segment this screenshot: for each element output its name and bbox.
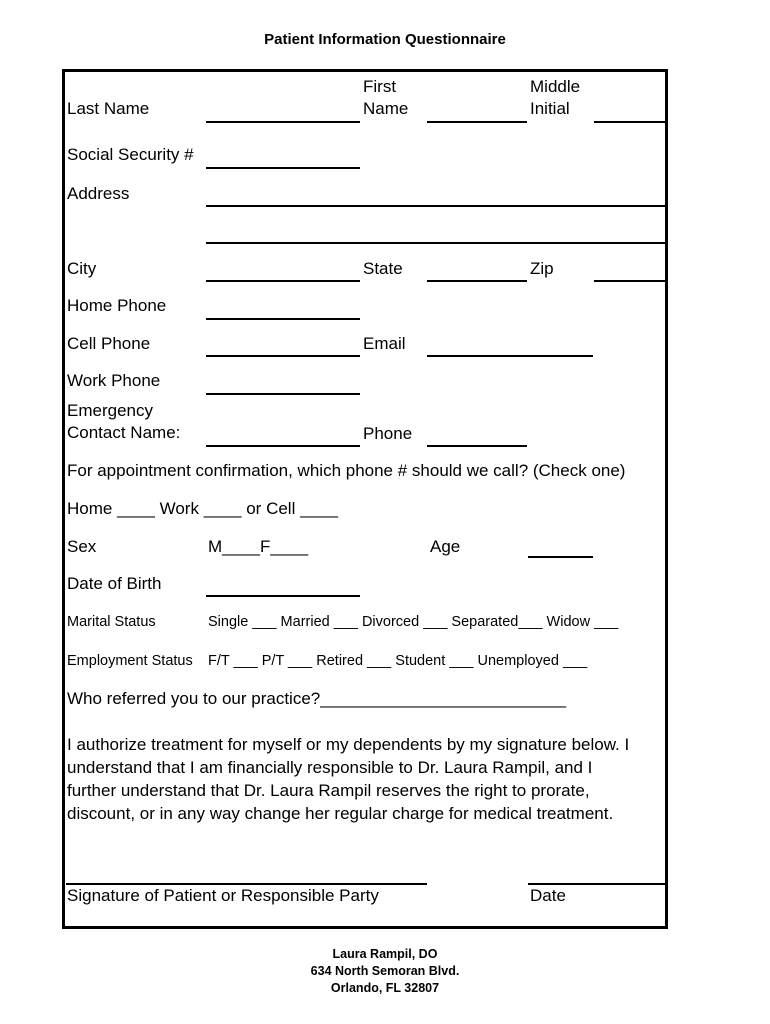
marital-status-options[interactable]: Single ___ Married ___ Divorced ___ Separated___ Widow ___ <box>208 614 619 630</box>
employment-status-label: Employment Status <box>67 653 193 669</box>
dob-label: Date of Birth <box>67 574 162 593</box>
emergency-phone-field[interactable] <box>427 445 527 447</box>
state-field[interactable] <box>427 280 527 282</box>
date-field[interactable] <box>528 883 665 885</box>
city-field[interactable] <box>206 280 360 282</box>
footer-street: 634 North Semoran Blvd. <box>310 964 460 978</box>
work-phone-label: Work Phone <box>67 371 161 390</box>
appointment-question: For appointment confirmation, which phone # should we call? (Check one) <box>67 461 626 480</box>
first-name-label-line1: First <box>363 77 397 96</box>
cell-phone-label: Cell Phone <box>67 334 151 353</box>
sex-options[interactable]: M____F____ <box>208 537 309 556</box>
zip-label: Zip <box>530 259 554 278</box>
home-phone-label: Home Phone <box>67 296 167 315</box>
ssn-label: Social Security # <box>67 145 194 164</box>
address-label: Address <box>67 184 130 203</box>
state-label: State <box>363 259 403 278</box>
last-name-field[interactable] <box>206 121 360 123</box>
sex-label: Sex <box>67 537 97 556</box>
referral-question[interactable]: Who referred you to our practice?__________________________ <box>67 689 567 708</box>
emergency-label-line1: Emergency <box>67 401 153 420</box>
zip-field[interactable] <box>594 280 665 282</box>
address-field-2[interactable] <box>206 242 665 244</box>
emergency-label-line2: Contact Name: <box>67 423 181 442</box>
page-title: Patient Information Questionnaire <box>264 31 506 48</box>
email-label: Email <box>363 334 406 353</box>
address-field-1[interactable] <box>206 205 665 207</box>
middle-initial-field[interactable] <box>594 121 665 123</box>
city-label: City <box>67 259 97 278</box>
work-phone-field[interactable] <box>206 393 360 395</box>
middle-initial-label-line2: Initial <box>530 99 570 118</box>
employment-status-options[interactable]: F/T ___ P/T ___ Retired ___ Student ___ Unemployed ___ <box>208 653 588 669</box>
cell-phone-field[interactable] <box>206 355 360 357</box>
date-label: Date <box>530 886 566 905</box>
signature-field[interactable] <box>66 883 427 885</box>
phone-choice-options[interactable]: Home ____ Work ____ or Cell ____ <box>67 499 338 518</box>
home-phone-field[interactable] <box>206 318 360 320</box>
email-field[interactable] <box>427 355 593 357</box>
footer-name: Laura Rampil, DO <box>332 947 438 961</box>
ssn-field[interactable] <box>206 167 360 169</box>
authorization-text: I authorize treatment for myself or my dependents by my signature below. I understand that I am financially responsible to Dr. Laura Rampil, and I further understand that Dr. Laura Rampil reserves the right to prorate, discount, or in any way change her regular charge for medical treatment. <box>67 735 630 823</box>
first-name-label-line2: Name <box>363 99 409 118</box>
first-name-field[interactable] <box>427 121 527 123</box>
middle-initial-label-line1: Middle <box>530 77 581 96</box>
age-label: Age <box>430 537 461 556</box>
dob-field[interactable] <box>206 595 360 597</box>
emergency-phone-label: Phone <box>363 424 413 443</box>
last-name-label: Last Name <box>67 99 150 118</box>
signature-label: Signature of Patient or Responsible Party <box>67 886 379 905</box>
footer-city: Orlando, FL 32807 <box>330 981 440 995</box>
marital-status-label: Marital Status <box>67 614 156 630</box>
age-field[interactable] <box>528 556 593 558</box>
emergency-contact-field[interactable] <box>206 445 360 447</box>
